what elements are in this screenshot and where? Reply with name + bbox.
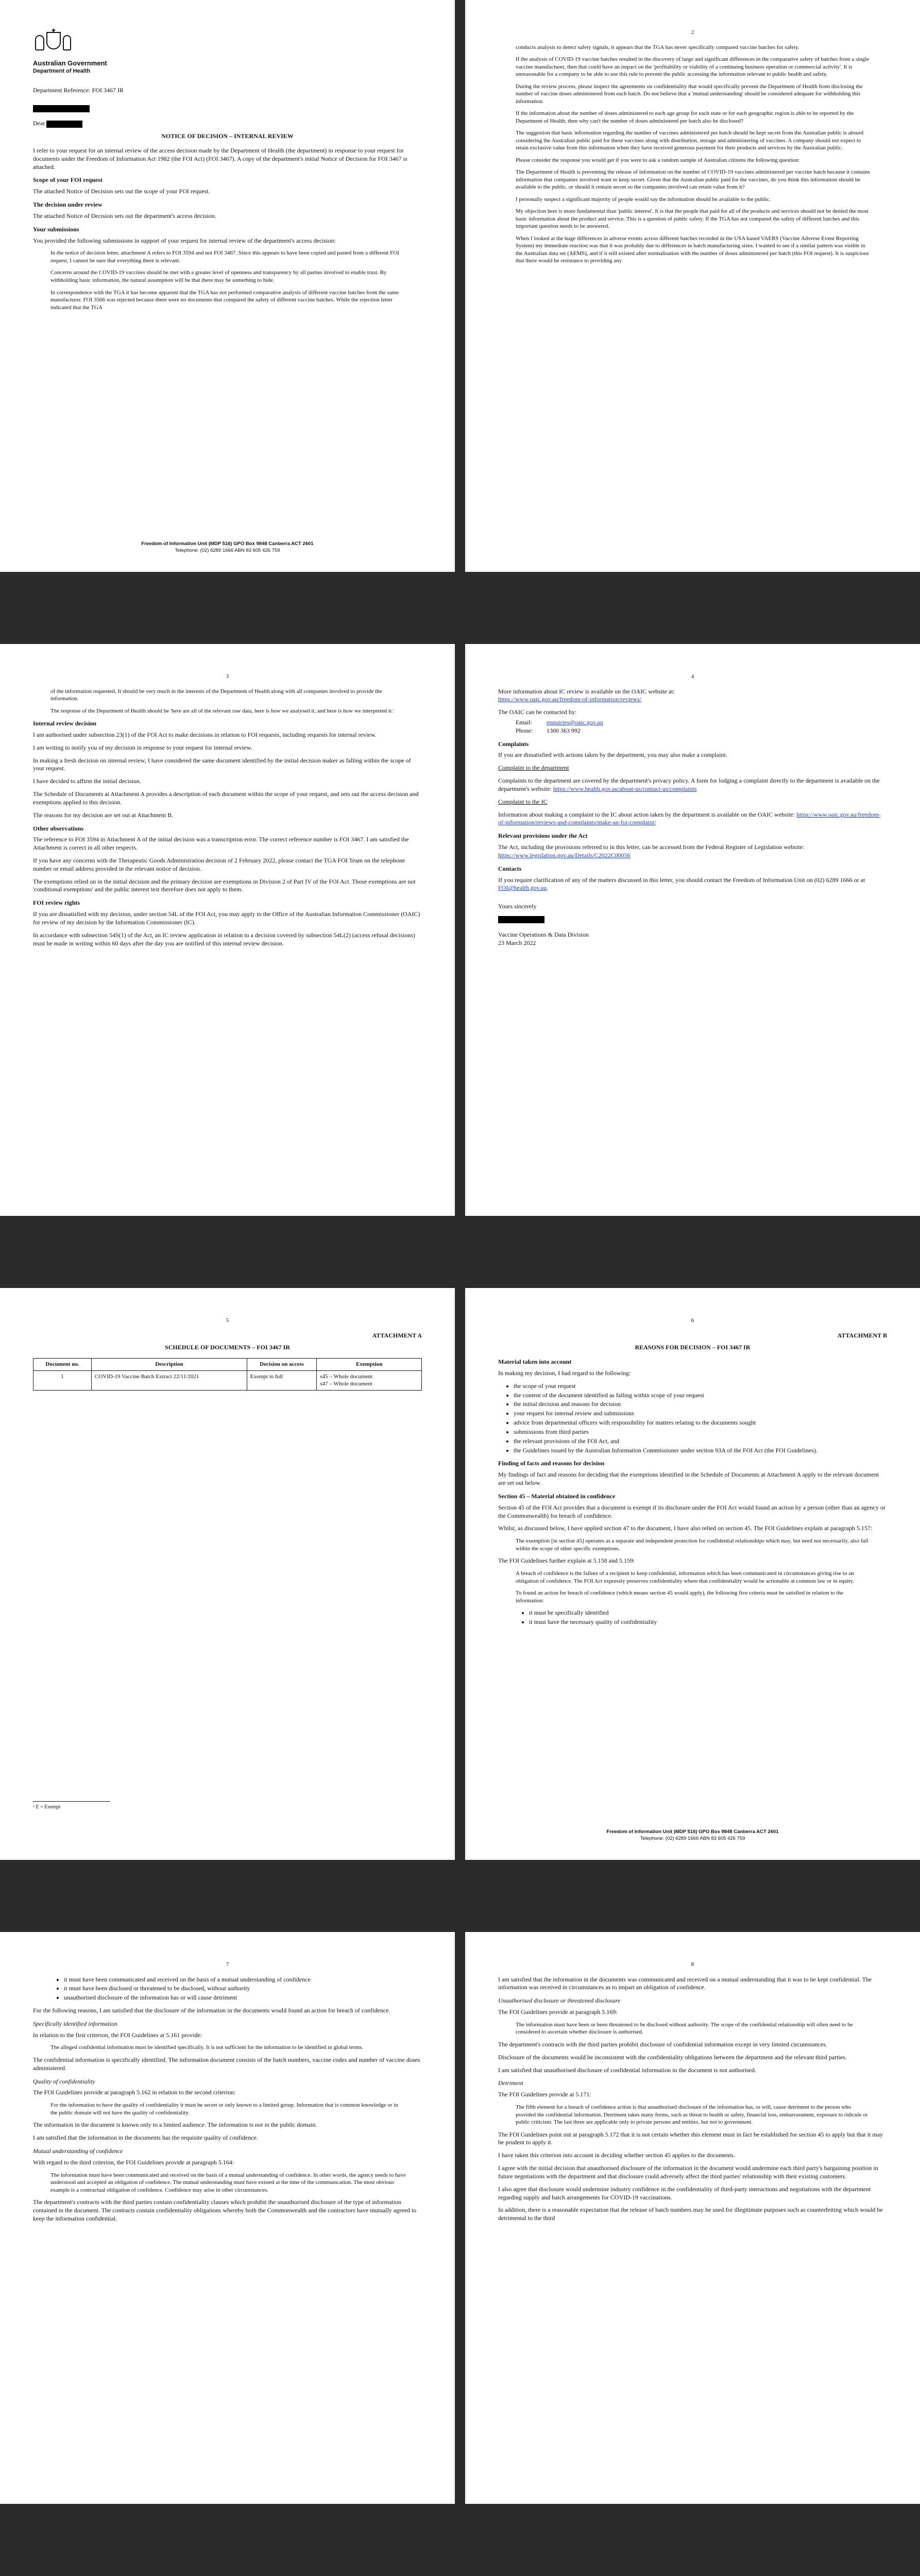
paragraph: Section 45 of the FOI Act provides that a document is exempt if its disclosure under the FOI Act would found an action by a person (other than an agency or the Commonwealth) for breach of confidence. [498,1503,885,1519]
paragraph: The department's contracts with the third parties contain confidentiality clauses which prohibit the unauthorised disclosure of the type of information contained in the document. The contracts contain confidentiality obligations whereby both the Commonwealth and the contractors have mutually agreed to keep the information confidential. [33,2198,417,2222]
guideline-quote: A breach of confidence is the failure of a recipient to keep confidential, information which has been communicated in circumstances giving rise to an obligation of confidence. The FOI Act expressly preserves confidentiality where that confidentiality would be actionable at common law or in equity. [516,1570,855,1584]
schedule-table [33,1358,422,1391]
paragraph: My findings of fact and reasons for deciding that the exemptions identified in the Schedule of Documents at Attachment A apply to the relevant document are set out below. [498,1471,879,1487]
subheading-ic-complaint: Complaint to the IC [498,798,548,805]
page-3 [0,644,455,1216]
paragraph: I agree with the initial decision that unauthorised disclosure of the information in the document would undermine each third party's bargaining position in future negotiations with the department and that disclosure could adversely affect the third parties' relationship with their existing customers. [498,2164,878,2180]
department-name: Department of Health [33,68,91,75]
paragraph: The FOI Guidelines provide at paragraph 5.169: [498,2008,618,2015]
heading-scope: Scope of your FOI request [33,176,103,184]
redacted-address [33,105,422,113]
heading-complaints: Complaints [498,740,529,748]
paragraph: The confidential information is specifically identified. The information document consists of the batch numbers, vaccine codes and number of vaccine doses administered. [33,2056,420,2072]
paragraph: The Act, including the provisions referred to in this letter, can be accessed from the Federal Register of Legislation website: https://www.legislation.gov.au/Details/C2022C00056 [498,843,805,859]
submission-quote: The Department of Health is preventing the release of information on the number of COVID-19 vaccines administered per vaccine batch because it contains information that companies involved want to keep secret. Given that the Australian public paid for the vaccines, do you think this information should be available to the public, or should it remain secret so the companies involved can retain value from it? [516,169,870,191]
signer-unit: Vaccine Operations & Data Division [498,931,589,939]
paragraph: If you are dissatisfied with actions taken by the department, you may also make a complaint. [498,751,727,759]
paragraph: The FOI Guidelines point out at paragraph 5.172 that it is not certain whether this element must in fact be established for section 45 to apply but that it may be prudent to apply it. [498,2130,883,2146]
submission-quote: If the analysis of COVID-19 vaccine batches resulted in the discovery of large and significant differences in the comparative safety of batches from a single vaccine manufacturer, then that could have an impact on the 'profitability or viability of a continuing business operation or commercial activity'. It is unreasonable for a company to be able to use this rule to prevent the public accessing the information relevant to public health and safety. [516,56,870,78]
guideline-quote: The information must have been communicated and received on the basis of a mutual understanding of confidence. In other words, the agency needs to have understood and accepted an obligation of confidence. The mutual understanding must have existed at the time of the communication. The most obvious example is a contractual obligation of confidence. Confidence may arise in other circumstances. [50,2172,406,2193]
heading-section-45: Section 45 – Material obtained in confidence [498,1492,616,1500]
heading-review-rights: FOI review rights [33,899,80,907]
guideline-quote: For the information to have the quality of confidentiality it must be secret or only known to a limited group. Information that is common knowledge or in the public domain will not have the quality of confidentiality. [50,2102,398,2116]
foi-email-link[interactable]: FOI@health.gov.au [498,884,547,892]
oaic-contact-details: Email: enquiries@oaic.gov.au Phone: 1300 363 992 [516,719,887,735]
submission-quote: conducts analysis to detect safety signals, it appears that the TGA has never specifically compared vaccine batches for safety. [516,44,799,50]
heading-specific: Specifically identified information [33,2020,117,2027]
list-item: • the relevant provisions of the FOI Act, and [514,1437,887,1446]
footnote: ¹ E = Exempt [33,1801,110,1810]
heading-detriment: Detriment [498,2079,523,2087]
heading-quality: Quality of confidentiality [33,2077,95,2085]
decision-text: The attached Notice of Decision sets out the department's access decision. [33,212,216,219]
paragraph: In making a fresh decision on internal review, I have considered the same document identified by the initial decision maker as falling within the scope of your request. [33,756,411,772]
heading-contacts: Contacts [498,865,522,872]
paragraph: The reference to FOI 3594 in Attachment A of the initial decision was a transcription error. The correct reference number is FOI 3467. I am satisfied the Attachment is correct in all other respects. [33,836,409,852]
page-5 [0,1288,455,1860]
submissions-intro: You provided the following submissions in support of your request for internal review of the department's access decision: [33,236,336,244]
list-item: • advice from departmental officers with responsibility for matters relating to the documents sought [514,1419,887,1427]
list-item: • it must have been communicated and received on the basis of a mutual understanding of confidence [64,1976,422,1984]
submission-quote: Please consider the response you would get if you were to ask a random sample of Australian citizens the following question: [516,157,800,163]
notice-title: NOTICE OF DECISION – INTERNAL REVIEW [161,132,294,140]
paragraph: The reasons for my decision are set out at Attachment B. [33,811,174,819]
guideline-quote: The exemption [in section 45] operates as a separate and independent protection for confidential relationships which may, but need not necessarily, also fall within the scope of other specific exemptions. [516,1538,868,1552]
scope-text: The attached Notice of Decision sets out the scope of your FOI request. [33,188,210,195]
paragraph: I am satisfied that unauthorised disclosure of confidential information in the document is not authorised. [498,2066,756,2074]
page-footer: Freedom of Information Unit (MDP 516) GPO Box 9848 Canberra ACT 2601 Telephone: (02) 6289 1666 ABN 83 605 426 759 [141,541,314,554]
paragraph: If you have any concerns with the Therapeutic Goods Administration decision of 2 February 2022, please contact the TGA FOI Team on the telephone number or email address provided in the relevant notice of decision. [33,857,405,872]
oaic-phone: 1300 363 992 [547,726,581,734]
heading-unauthorised: Unauthorised disclosure or threatened disclosure [498,1997,621,2005]
list-item: • submissions from third parties [514,1428,887,1436]
dept-complaints-link[interactable]: https://www.health.gov.au/about-us/contact-us/complaints [553,785,697,792]
paragraph: The FOI Guidelines further explain at 5.158 and 5.159: [498,1557,635,1565]
paragraph: The OAIC can be contacted by: [498,708,577,716]
material-list [514,1382,887,1455]
paragraph: I am authorised under subsection 23(1) of the FOI Act to make decisions in relation to FOI requests, including requests for internal review. [33,731,377,738]
paragraph: Information about making a complaint to the IC about action taken by the department is available on the OAIC website: https://www.oaic.gov.au/freedom-of-information/reviews-and-complaints/make-an-foi-complaint/ [498,810,881,826]
letter-date: 23 March 2022 [498,939,536,946]
submission-quote: Concerns around the COVID-19 vaccines should be met with a greater level of openness and transparency by all parties involved to enable trust. By withholding basic information, the natural assumption will be that there may be something to hide. [50,269,387,283]
paragraph: In accordance with subsection 54S(1) of the Act, an IC review application in relation to a decision covered by subsection 54L(2) (access refusal decisions) must be made in writing within 60 days after the day you are notified of this internal review decision. [33,931,415,947]
oaic-review-link[interactable]: https://www.oaic.gov.au/freedom-of-information/reviews/ [498,696,642,703]
criteria-list [64,1976,422,2002]
list-item: • the scope of your request [514,1382,887,1391]
paragraph: With regard to the third criterion, the FOI Guidelines provide at paragraph 5.164: [33,2158,234,2166]
paragraph: In relation to the first criterion, the FOI Guidelines at 5.161 provide: [33,2031,202,2039]
table-header: Exemption [317,1359,422,1371]
paragraph: Whilst, as discussed below, I have applied section 47 to the document, I have also relied on section 45. The FOI Guidelines explain at paragraph 5.157: [498,1524,873,1532]
heading-submissions: Your submissions [33,225,79,233]
oaic-complaint-link[interactable]: https://www.oaic.gov.au/freedom-of-information/reviews-and-complaints/make-an-foi-complaint/ [498,810,881,826]
submission-quote: The response of the Department of Health should be 'here are all of the relevant raw data, here is how we analysed it, and here is how we interpreted it.' [50,707,394,714]
submission-quote: In correspondence with the TGA it has become apparent that the TGA has not performed comparative analysis of different vaccine batches from the same manufacturer. FOI 3566 was rejected because there were no documents that compared the safety of different vaccine batches. While the rejection letter indicated that the TGA [50,289,399,311]
page-7 [0,1932,455,2504]
reasons-title: REASONS FOR DECISION – FOI 3467 IR [635,1344,751,1351]
guideline-quote: The alleged confidential information must be identified specifically. It is not sufficient for the information to be identified in global terms. [50,2044,363,2051]
page-1 [0,0,455,572]
salutation: Dear [33,120,422,128]
paragraph: I am writing to notify you of my decision in response to your request for internal review. [33,743,252,751]
criteria-list [529,1609,887,1626]
paragraph: Disclosure of the documents would be inconsistent with the confidentiality obligations between the department and the relevant third parties. [498,2053,847,2061]
list-item: • it must be specifically identified [529,1609,887,1617]
table-header: Decision on access [247,1359,317,1371]
schedule-title: SCHEDULE OF DOCUMENTS – FOI 3467 IR [165,1344,290,1351]
page-number: 4 [691,673,694,680]
list-item: • the Guidelines issued by the Australian Information Commissioner under section 93A of the FOI Act (the FOI Guidelines). [514,1447,887,1455]
government-name: Australian Government [33,59,107,67]
paragraph: The information in the document is known only to a limited audience. The information is not in the public domain. [33,2121,317,2129]
attachment-label: ATTACHMENT A [372,1331,422,1339]
paragraph: I have decided to affirm the initial decision. [33,777,141,785]
page-number: 3 [226,673,229,680]
submission-quote: I personally suspect a significant majority of people would say the information should be available to the public. [516,196,771,202]
table-header: Description [92,1359,247,1371]
page-8 [465,1932,920,2504]
paragraph: I have taken this criterion into account in deciding whether section 45 applies to the documents. [498,2151,735,2159]
heading-material: Material taken into account [498,1358,572,1366]
paragraph: More information about IC review is available on the OAIC website at: https://www.oaic.gov.au/freedom-of-information/reviews/ [498,687,675,703]
department-reference: Department Reference: FOI 3467 IR [33,86,124,94]
submission-quote: My objection here is more fundamental than 'public interest'. It is that the people that paid for all of the products and services should not be denied the most basic information about the product and service. This is a question of public safety. If the TGA has not compared the safety of different batches and this important question needs to be answered. [516,208,868,230]
paragraph: I also agree that disclosure would undermine industry confidence in the confidentiality of third-party interactions and negotiations with the department regarding supply and batch arrangements for COVID-19 vaccinations. [498,2185,871,2201]
submission-quote: When I looked at the huge differences in adverse events across different batches recorded in the USA based VAERS (Vaccine Adverse Event Reporting System) my immediate reaction was that it was probably due to differences in batch manufacturing sizes. I wanted to see if a similar pattern was visible in the Australian data set (AEMS), and if it still existed after normalisation with the number of doses administered per batch (this FOI request). It is suspicious that there would be resistance to providing any [516,235,869,264]
list-item: • your request for internal review and submissions [514,1410,887,1418]
submission-quote: During the review process, please inspect the agreements on confidentiality that would specifically prevent the Department of Health from disclosing the number of vaccine doses administered from each batch. Do not believe that a 'mutual understanding' should be considered adequate for withholding this information. [516,83,863,105]
paragraph: Complaints to the department are covered by the department's privacy policy. A form for lodging a complaint directly to the department is available on the department's website: https://www.health.gov.au/about-us/contact-us/complaints [498,777,880,792]
paragraph: If you are dissatisfied with my decision, under section 54L of the FOI Act, you may apply to the Office of the Australian Information Commissioner (OAIC) for review of my decision by the Information Commissioner (IC). [33,910,420,926]
submission-quote: If the information about the number of doses administered to each age group for each state or for each geographic region is able to be reported by the Department of Health, then why can't the number of doses administered per batch also be disclosed? [516,110,854,124]
guideline-quote: The information must have been or been threatened to be disclosed without authority. The scope of the confidential relationship will often need to be considered to ascertain whether disclosure is authorised. [516,2021,853,2036]
paragraph: In making my decision, I had regard to the following: [498,1369,631,1377]
list-item: • it must have been disclosed or threatened to be disclosed, without authority [64,1985,422,1993]
guideline-quote: To found an action for breach of confidence (which means section 45 would apply), the following five criteria must be satisfied in relation to the information: [516,1590,844,1604]
page-number: 2 [691,29,694,36]
oaic-email-link[interactable]: enquiries@oaic.gov.au [547,719,603,726]
paragraph: The Schedule of Documents at Attachment A provides a description of each document within the scope of your request, and sets out the access decision and exemptions applied to this decision. [33,790,419,806]
page-6 [465,1288,920,1860]
list-item: • the initial decision and reasons for decision [514,1400,887,1409]
page-footer: Freedom of Information Unit (MDP 516) GPO Box 9848 Canberra ACT 2601 Telephone: (02) 6289 1666 ABN 83 605 426 759 [606,1829,779,1842]
paragraph: The exemptions relied on in the initial decision and the primary decision are exemptions in Division 2 of Part IV of the FOI Act. Those exemptions are not 'conditional exemptions' and the public interest test therefore does not apply to them. [33,877,416,893]
paragraph: If you require clarification of any of the matters discussed in this letter, you should contact the Freedom of Information Unit on (02) 6289 1666 or at FOI@health.gov.au. [498,876,865,892]
paragraph: I am satisfied that the information in the documents was communicated and received on a mutual understanding that it was to be kept confidential. The information was received in circumstances as to impart an obligation of confidence. [498,1975,872,1991]
page-2 [465,0,920,572]
heading-other-observations: Other observations [33,824,84,832]
signature-block: Yours sincerely Vaccine Operations & Data Division 23 March 2022 [498,903,887,947]
table-row: 1 COVID-19 Vaccine Batch Extract 22/11/2021 Exempt in full s45 – Whole document s47 – Whole document [33,1370,422,1390]
heading-findings: Finding of facts and reasons for decision [498,1460,605,1467]
heading-internal-review: Internal review decision [33,720,97,727]
page-number: 7 [226,1961,229,1968]
subheading-dept-complaint: Complaint to the department [498,764,569,772]
page-number: 6 [691,1317,694,1324]
submission-quote: of the information requested. It should be very much in the interests of the Department of Health along with all companies involved to provide the information. [50,688,382,702]
paragraph: The FOI Guidelines provide at paragraph 5.162 in relation to the second criterion: [33,2089,236,2096]
table-header: Document no. [33,1359,92,1371]
paragraph: I am satisfied that the information in the documents has the requisite quality of confidence. [33,2134,258,2142]
page-number: 5 [226,1317,229,1324]
attachment-label: ATTACHMENT B [837,1331,887,1339]
submission-quote: The suggestion that basic information regarding the number of vaccines administered per batch should be kept secret from the Australian public is absurd considering the Australian public paid for these vaccines along with distribution, storage and administering of vaccines. A company should not expect to retain exclusive value from this information when they have received generous payment for their products and services by the Australian public. [516,130,864,151]
guideline-quote: The fifth element for a breach of confidence action is that unauthorised disclosure of the information has, or will, cause detriment to the person who provided the confidential information. Detriment takes many forms, such as threat to health or safety, financial loss, embarrassment, exposure to ridicule or public criticism. The last three are applicable only to private persons and entities, but not to government. [516,2104,868,2126]
list-item: • the content of the document identified as falling within scope of your request [514,1392,887,1400]
heading-decision: The decision under review [33,201,103,209]
legislation-link[interactable]: https://www.legislation.gov.au/Details/C2022C00056 [498,851,631,859]
paragraph: In addition, there is a reasonable expectation that the release of batch numbers may be used for illegitimate purposes such as counterfeiting which would be detrimental to the third [498,2206,883,2222]
submission-quote: In the notice of decision letter, attachment A refers to FOI 3594 and not FOI 3467. Since this appears to have been copied and pasted from a different FOI request, I cannot be sure that everything there is relevant. [50,250,399,264]
page-4 [465,644,920,1216]
heading-provisions: Relevant provisions under the Act [498,832,588,840]
coat-of-arms-icon: ✦ [33,29,74,57]
heading-mutual: Mutual understanding of confidence [33,2147,123,2155]
paragraph: The FOI Guidelines provide at 5.171: [498,2091,591,2098]
list-item: • it must have the necessary quality of confidentiality [529,1618,887,1626]
page-number: 8 [691,1961,694,1968]
paragraph: The department's contracts with the third parties prohibit disclosure of confidential information except in very limited circumstances. [498,2040,827,2048]
list-item: • unauthorised disclosure of the information has or will cause detriment [64,1994,422,2002]
intro-paragraph: I refer to your request for an internal review of the access decision made by the Department of Health (the department) in response to your request for documents under the Freedom of Information Act 1982 (the FOI Act) (FOI 3467). A copy of the department's initial Notice of Decision for FOI 3467 is attached. [33,146,407,171]
paragraph: For the following reasons, I am satisfied that the disclosure of the information in the documents would found an action for breach of confidence. [33,2007,390,2014]
